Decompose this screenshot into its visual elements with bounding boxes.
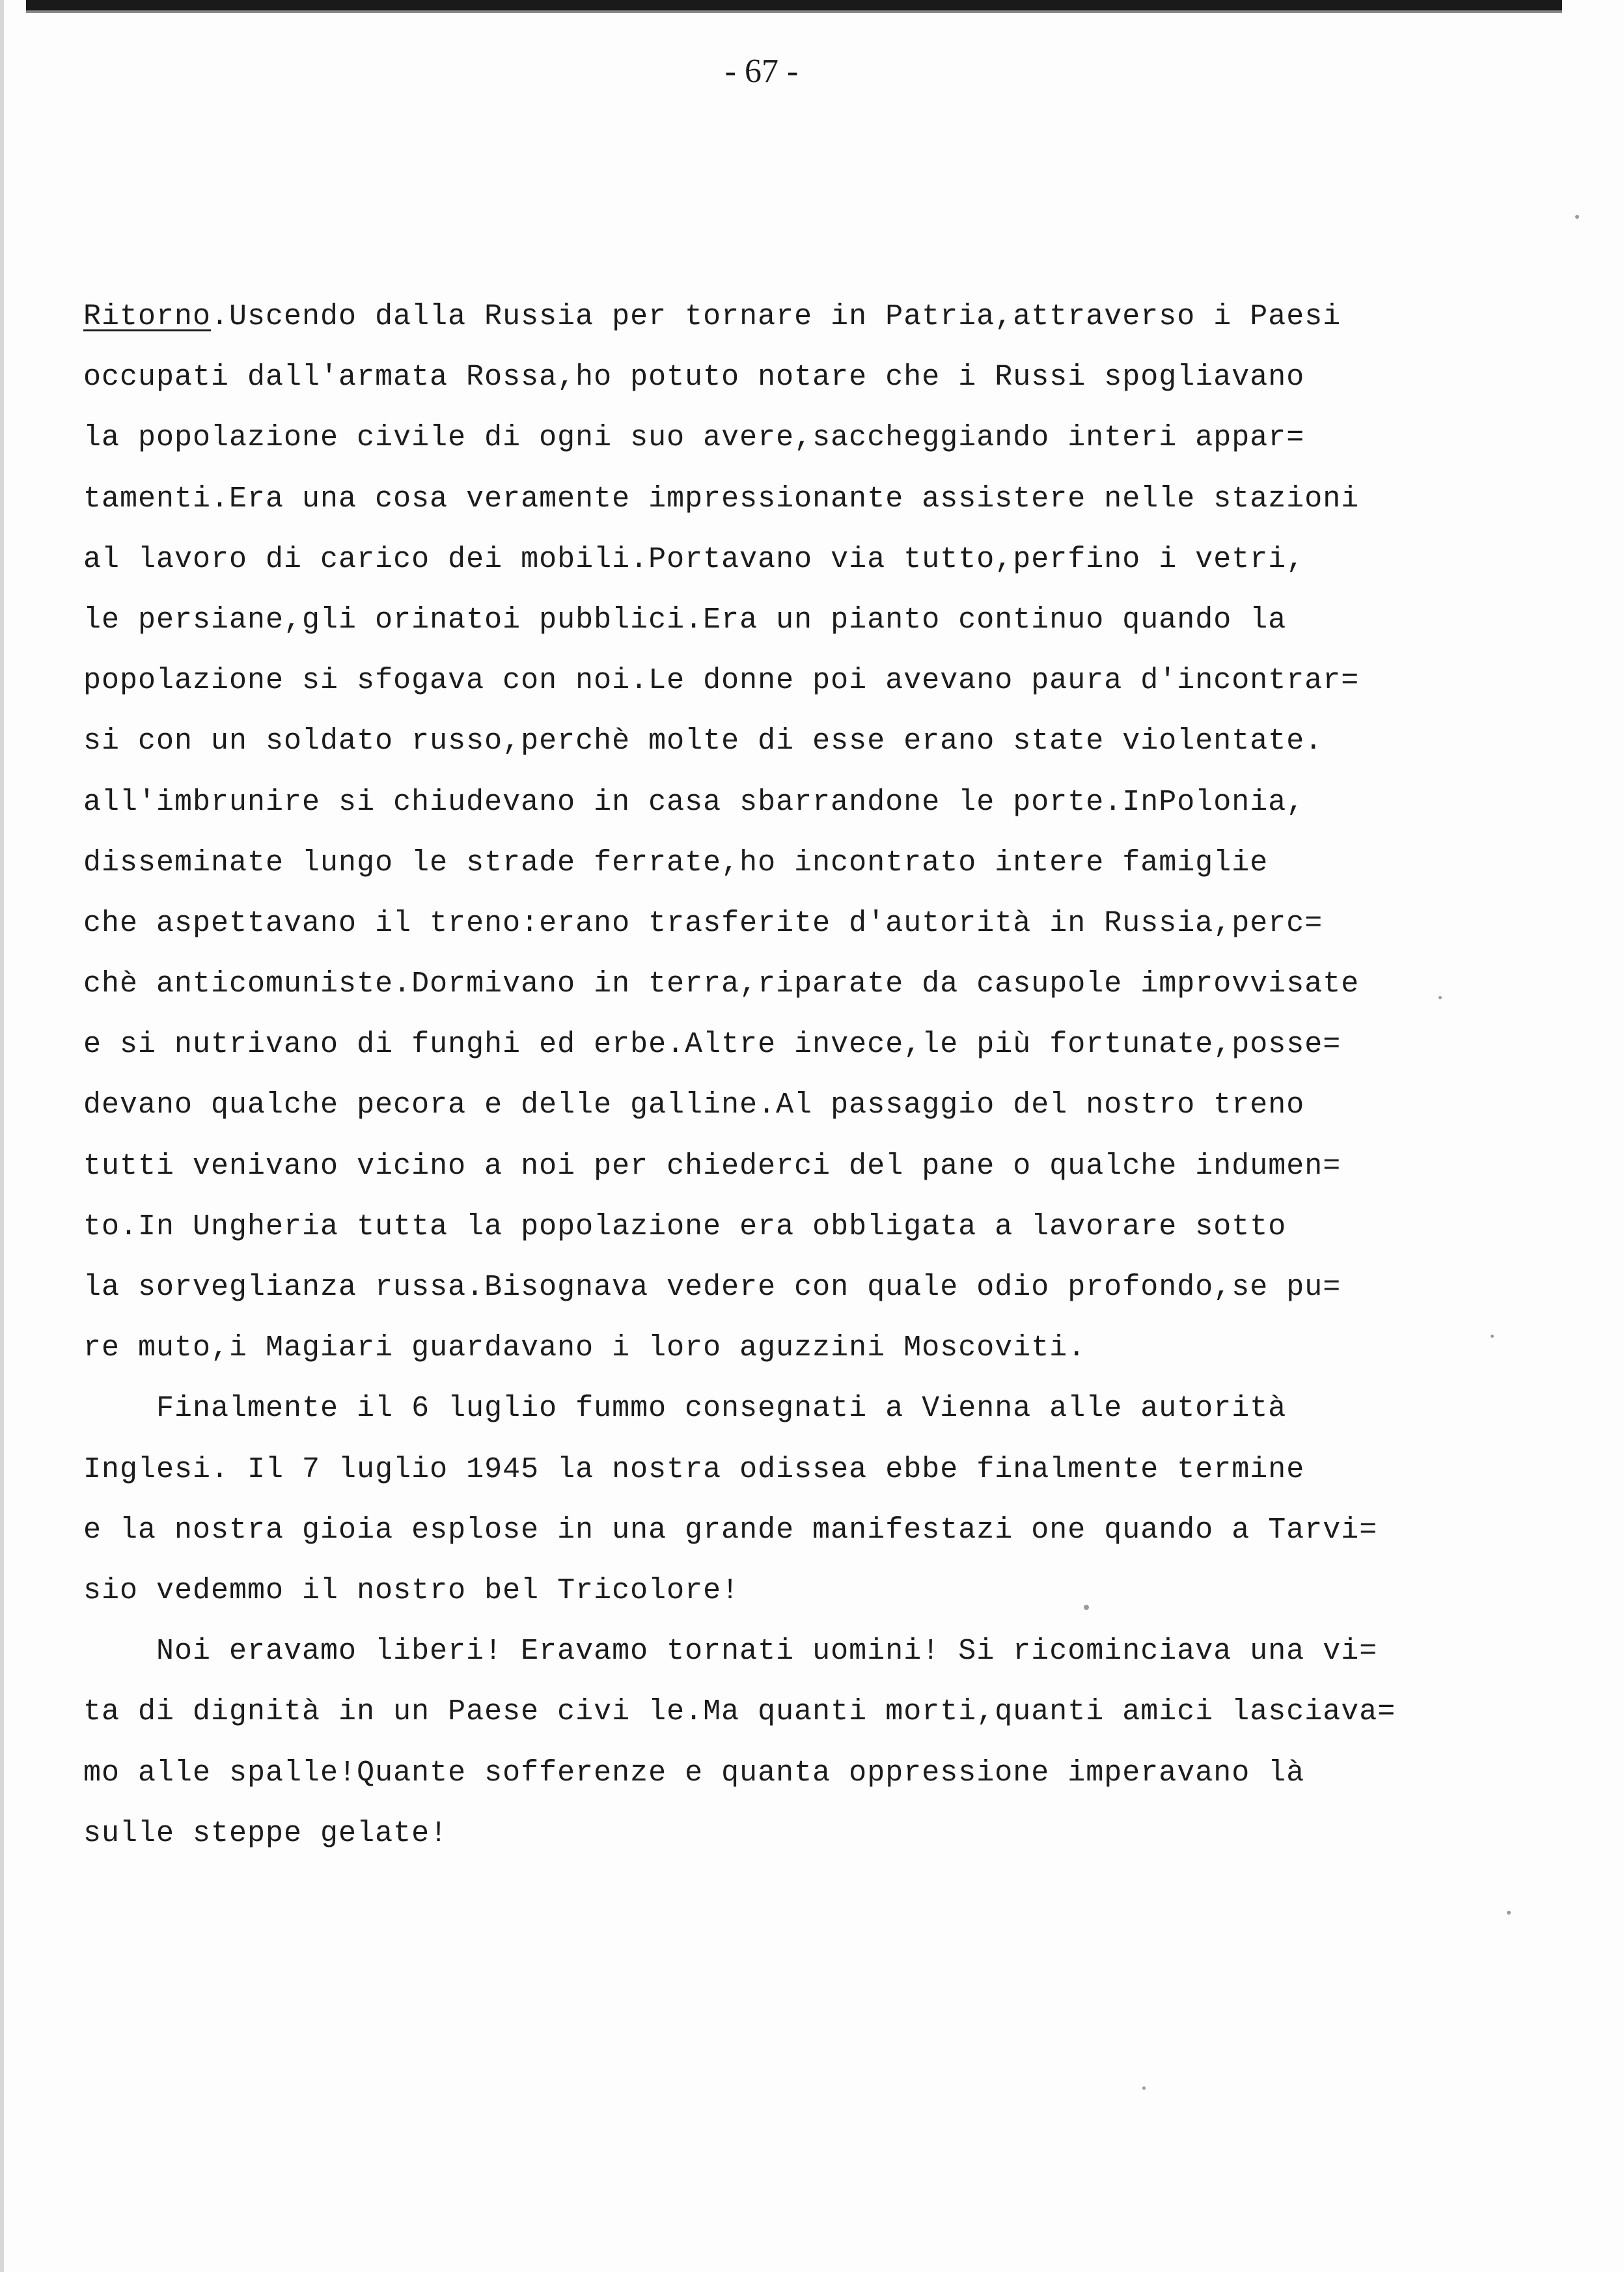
- text-line: ta di dignità in un Paese civi le.Ma quanti morti,quanti amici lasciava=: [83, 1695, 1396, 1729]
- text-line: sulle steppe gelate!: [83, 1816, 448, 1850]
- scan-speck: [1507, 1911, 1511, 1915]
- scan-speck: [1575, 215, 1579, 219]
- text-line: to.In Ungheria tutta la popolazione era obbligata a lavorare sotto: [83, 1210, 1287, 1243]
- text-line: Inglesi. Il 7 luglio 1945 la nostra odissea ebbe finalmente termine: [83, 1452, 1305, 1486]
- text-line: Ritorno.Uscendo dalla Russia per tornare in Patria,attraverso i Paesi: [83, 300, 1342, 333]
- body-text: [83, 286, 1396, 1864]
- text-line: Finalmente il 6 luglio fummo consegnati a Vienna alle autorità: [83, 1392, 1287, 1426]
- text-line: popolazione si sfogava con noi.Le donne poi avevano paura d'incontrar=: [83, 664, 1360, 698]
- text-line: disseminate lungo le strade ferrate,ho incontrato intere famiglie: [83, 846, 1269, 880]
- text-line: tamenti.Era una cosa veramente impressionante assistere nelle stazioni: [83, 482, 1360, 516]
- text-line: le persiane,gli orinatoi pubblici.Era un pianto continuo quando la: [83, 603, 1287, 637]
- scan-left-edge: [0, 0, 4, 2272]
- text-line: chè anticomuniste.Dormivano in terra,riparate da casupole improvvisate: [83, 967, 1360, 1001]
- text-line: re muto,i Magiari guardavano i loro aguzzini Moscoviti.: [83, 1331, 1086, 1365]
- page-number: - 67 -: [724, 53, 799, 90]
- section-heading: Ritorno: [83, 300, 212, 333]
- text-line: e la nostra gioia esplose in una grande manifestazi one quando a Tarvi=: [83, 1513, 1378, 1547]
- text-line: occupati dall'armata Rossa,ho potuto notare che i Russi spogliavano: [83, 361, 1305, 395]
- text-line: la sorveglianza russa.Bisognava vedere con quale odio profondo,se pu=: [83, 1271, 1342, 1304]
- text-line: devano qualche pecora e delle galline.Al passaggio del nostro treno: [83, 1088, 1305, 1122]
- text-line: e si nutrivano di funghi ed erbe.Altre invece,le più fortunate,posse=: [83, 1028, 1342, 1062]
- scan-speck: [1142, 2086, 1146, 2090]
- text-line: all'imbrunire si chiudevano in casa sbarrandone le porte.InPolonia,: [83, 785, 1305, 819]
- text-line: si con un soldato russo,perchè molte di esse erano state violentate.: [83, 725, 1323, 758]
- text-line: tutti venivano vicino a noi per chiederci del pane o qualche indumen=: [83, 1149, 1342, 1183]
- scan-top-border-shadow: [26, 10, 1562, 13]
- scan-top-border: [26, 0, 1562, 10]
- text-line: mo alle spalle!Quante sofferenze e quanta oppressione imperavano là: [83, 1756, 1305, 1790]
- text-line: che aspettavano il treno:erano trasferite d'autorità in Russia,perc=: [83, 906, 1323, 940]
- text-line: sio vedemmo il nostro bel Tricolore!: [83, 1573, 740, 1607]
- scan-speck: [1491, 1335, 1494, 1338]
- text-line: Noi eravamo liberi! Eravamo tornati uomini! Si ricominciava una vi=: [83, 1635, 1378, 1669]
- scan-speck: [1084, 1605, 1089, 1610]
- scan-speck: [1438, 996, 1442, 999]
- text-line: la popolazione civile di ogni suo avere,saccheggiando interi appar=: [83, 421, 1305, 455]
- text-line: al lavoro di carico dei mobili.Portavano via tutto,perfino i vetri,: [83, 542, 1305, 576]
